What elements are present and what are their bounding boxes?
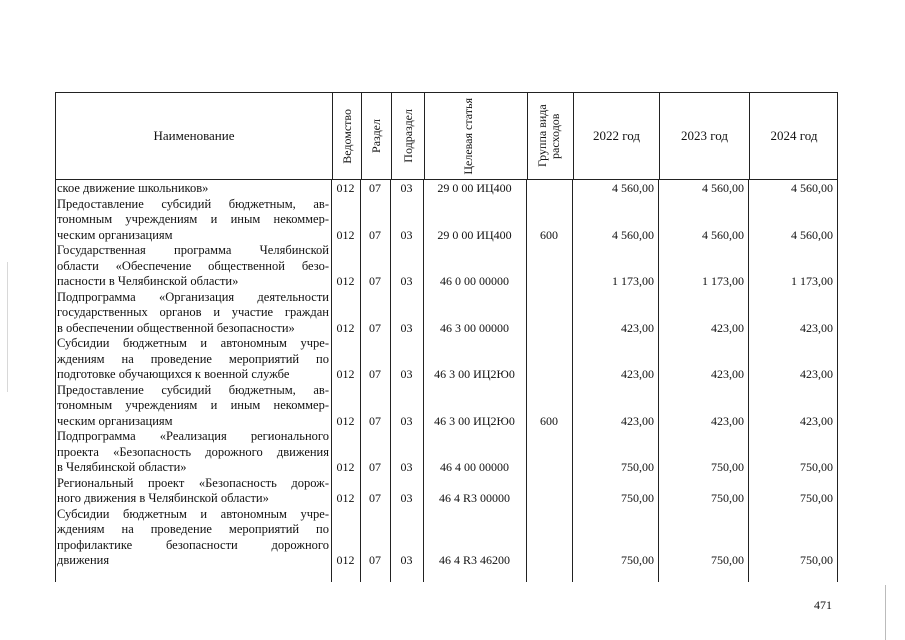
cell-v2023: 423,00 (711, 413, 744, 428)
row-name-line: Подпрограмма «Организация деятельности (57, 289, 329, 304)
cell-raz: 07 (369, 413, 381, 428)
cell-v2023: 4 560,00 (702, 181, 744, 195)
cell-pod: 03 (400, 553, 413, 567)
cell-ved: 012 (336, 491, 355, 505)
row-name-line: Предоставление субсидий бюджетным, ав- (57, 196, 329, 211)
cell-ved: 012 (336, 553, 355, 567)
row-name-line: Субсидии бюджетным и автономным учре- (57, 506, 329, 521)
header-2024-cell (749, 93, 838, 179)
cell-raz: 07 (369, 553, 381, 567)
row-name-line: Предоставление субсидий бюджетным, ав- (57, 382, 329, 397)
cell-v2022: 4 560,00 (612, 181, 654, 195)
row-name-line: области «Обеспечение общественной безо- (57, 258, 329, 273)
cell-pod: 03 (400, 274, 413, 288)
table-row (55, 429, 838, 476)
cell-cs: 29 0 00 ИЦ400 (437, 227, 512, 242)
row-name-line: ческим организациям (57, 227, 173, 242)
cell-ved: 012 (336, 320, 355, 335)
cell-pod: 03 (400, 367, 413, 381)
cell-raz: 07 (369, 181, 381, 195)
cell-cs: 46 3 00 00000 (440, 320, 509, 335)
row-name-line: Субсидии бюджетным и автономным учре- (57, 336, 329, 350)
header-podrazdel-cell (391, 93, 424, 179)
cell-pod: 03 (400, 227, 413, 242)
cell-v2022: 423,00 (621, 367, 654, 381)
row-name (57, 476, 329, 507)
header-razdel: Раздел (369, 119, 383, 153)
table-row (55, 243, 838, 290)
cell-pod: 03 (400, 181, 413, 195)
row-name-line: Государственная программа Челябинской (57, 243, 329, 257)
cell-cs: 46 3 00 ИЦ2Ю0 (434, 367, 515, 381)
cell-v2023: 1 173,00 (702, 274, 744, 288)
row-name (57, 429, 329, 476)
header-tselevaya-cell (424, 93, 527, 179)
header-name-cell (56, 93, 332, 179)
header-podrazdel: Подраздел (400, 109, 415, 163)
cell-v2024: 423,00 (800, 320, 833, 335)
cell-pod: 03 (400, 460, 413, 474)
header-razdel-cell (361, 93, 391, 179)
cell-pod: 03 (400, 413, 413, 428)
table-row (55, 383, 838, 430)
table-header (55, 92, 838, 180)
cell-v2023: 423,00 (711, 367, 744, 381)
cell-v2022: 750,00 (621, 491, 654, 505)
cell-v2023: 750,00 (711, 460, 744, 474)
table-row (55, 290, 838, 337)
row-name-line: в обеспечении общественной безопасности» (57, 320, 295, 335)
row-name-line: движения (57, 553, 110, 567)
cell-v2024: 750,00 (800, 553, 833, 567)
scan-artifact-left (7, 262, 8, 392)
row-name (57, 243, 329, 290)
header-gruppa: Группа вида расходов (534, 104, 562, 168)
row-name-line: тономным учреждениям и иным некоммер- (57, 398, 329, 412)
cell-v2024: 750,00 (800, 491, 833, 505)
row-name (57, 383, 329, 430)
row-name-line: Подпрограмма «Реализация регионального (57, 429, 329, 443)
header-2023-cell (659, 93, 749, 179)
cell-cs: 46 3 00 ИЦ2Ю0 (434, 413, 515, 428)
page-number: 471 (814, 598, 832, 612)
table-row (55, 181, 838, 197)
row-name-line: пасности в Челябинской области» (57, 274, 239, 288)
table-body (55, 180, 838, 582)
cell-cs: 46 4 00 00000 (440, 460, 509, 474)
row-name-line: проекта «Безопасность дорожного движения (57, 444, 329, 459)
cell-v2023: 423,00 (711, 320, 744, 335)
cell-pod: 03 (400, 320, 413, 335)
cell-ved: 012 (336, 274, 355, 288)
header-2024: 2024 год (770, 128, 818, 143)
header-name: Наименование (153, 128, 235, 143)
cell-cs: 46 4 R3 46200 (438, 553, 510, 567)
row-name (57, 336, 329, 383)
budget-table (55, 92, 838, 582)
cell-cs: 29 0 00 ИЦ400 (437, 181, 512, 195)
header-gruppa-cell (527, 93, 573, 179)
table-row (55, 336, 838, 383)
table-row (55, 476, 838, 507)
cell-v2022: 750,00 (621, 553, 654, 567)
row-name-line: профилактике безопасности дорожного (57, 537, 329, 552)
row-name-line: в Челябинской области» (57, 460, 187, 474)
cell-v2024: 4 560,00 (791, 181, 833, 195)
cell-v2022: 423,00 (621, 320, 654, 335)
row-name (57, 181, 329, 197)
header-2022: 2022 год (593, 128, 640, 143)
cell-raz: 07 (369, 367, 381, 381)
cell-raz: 07 (369, 320, 381, 335)
cell-v2023: 4 560,00 (702, 227, 744, 242)
cell-v2024: 4 560,00 (791, 227, 833, 242)
scan-artifact-right (885, 585, 886, 640)
table-row (55, 197, 838, 244)
row-name-line: ческим организациям (57, 413, 173, 428)
row-name-line: ждениям на проведение мероприятий по (57, 522, 329, 536)
header-tselevaya: Целевая статья (461, 97, 475, 175)
cell-raz: 07 (369, 227, 381, 242)
header-2022-cell (573, 93, 659, 179)
cell-ved: 012 (336, 227, 355, 242)
cell-cs: 46 4 R3 00000 (438, 491, 510, 505)
row-name-line: ждениям на проведение мероприятий по (57, 351, 329, 366)
header-2023: 2023 год (681, 128, 728, 143)
cell-v2024: 750,00 (800, 460, 833, 474)
cell-raz: 07 (369, 491, 381, 505)
cell-ved: 012 (336, 181, 355, 195)
cell-v2024: 423,00 (800, 367, 833, 381)
header-vedomstvo: Ведомство (339, 108, 354, 164)
cell-v2022: 750,00 (621, 460, 654, 474)
cell-pod: 03 (400, 491, 413, 505)
row-name-line: подготовке обучающихся к военной службе (57, 367, 290, 381)
row-name-line: государственных органов и участие граждан (57, 305, 329, 319)
row-name (57, 507, 329, 569)
cell-v2024: 423,00 (800, 413, 833, 428)
cell-v2023: 750,00 (711, 491, 744, 505)
cell-cs: 46 0 00 00000 (440, 274, 509, 288)
cell-vr: 600 (540, 227, 558, 242)
cell-ved: 012 (336, 367, 355, 381)
row-name-line: ское движение школьников» (57, 181, 209, 195)
cell-v2022: 4 560,00 (612, 227, 654, 242)
cell-ved: 012 (336, 460, 355, 474)
cell-ved: 012 (336, 413, 355, 428)
cell-raz: 07 (369, 460, 381, 474)
cell-v2024: 1 173,00 (791, 274, 833, 288)
cell-raz: 07 (369, 274, 381, 288)
cell-v2022: 1 173,00 (612, 274, 654, 288)
header-vedomstvo-cell (332, 93, 361, 179)
row-name-line: Региональный проект «Безопасность дорож- (57, 475, 329, 490)
row-name-line: тономным учреждениям и иным некоммер- (57, 212, 329, 226)
cell-vr: 600 (540, 413, 558, 428)
cell-v2022: 423,00 (621, 413, 654, 428)
row-name (57, 197, 329, 244)
row-name (57, 290, 329, 337)
row-name-line: ного движения в Челябинской области» (57, 491, 269, 505)
cell-v2023: 750,00 (711, 553, 744, 567)
table-row (55, 507, 838, 569)
